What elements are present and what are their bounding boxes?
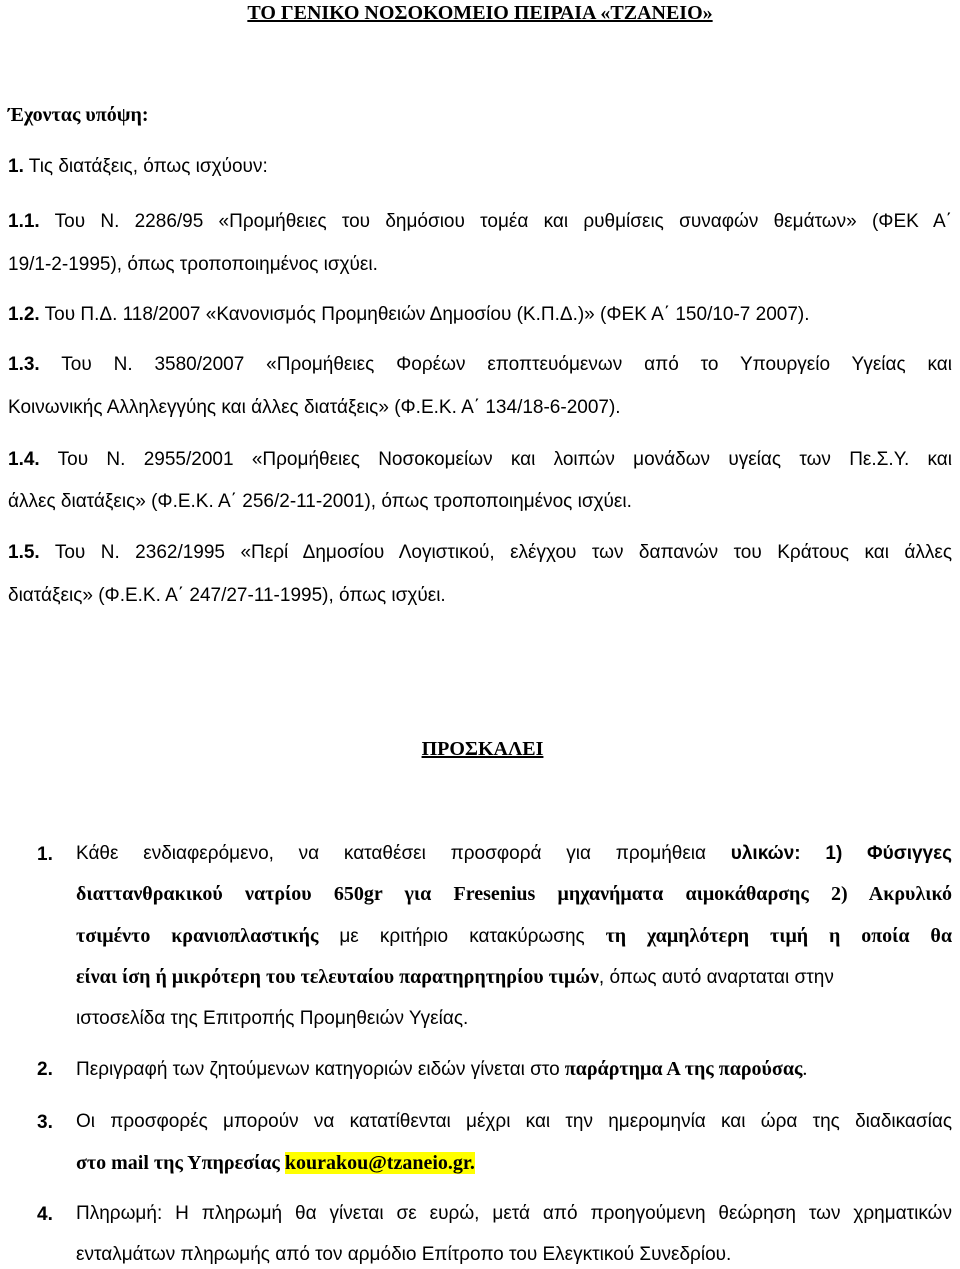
point-1-text: Κάθε ενδιαφερόμενο, να καταθέσει προσφορά για προμήθεια [76, 843, 707, 864]
item-1-number: 1. [8, 156, 24, 177]
invites-heading: ΠΡΟΣΚΑΛΕΙ [421, 738, 544, 760]
point-1-bold: υλικών: 1) Φύσιγγες [730, 843, 953, 864]
point-1-text: με κριτήριο κατακύρωσης [339, 926, 585, 947]
point-1-line3 [76, 924, 952, 949]
point-1-text: , όπως αυτό αναρταται στην [598, 967, 834, 988]
point-2-text: Περιγραφή των ζητούμενων κατηγοριών ειδών γίνεται στο [76, 1059, 560, 1080]
point-1-line5: ιστοσελίδα της Επιτροπής Προμηθειών Υγείας. [76, 1008, 469, 1029]
law-number: 1.3. [8, 354, 40, 375]
law-1-3-line2: Κοινωνικής Αλληλεγγύης και άλλες διατάξεις» (Φ.Ε.Κ. Α΄ 134/18-6-2007). [8, 397, 621, 418]
point-1-line1 [76, 842, 952, 866]
law-text: Του Ν. 2362/1995 «Περί Δημοσίου Λογιστικού, ελέγχου των δαπανών του Κράτους και άλλες [54, 542, 953, 563]
law-number: 1.2. [8, 304, 40, 325]
law-1-5-line2: διατάξεις» (Φ.Ε.Κ. Α΄ 247/27-11-1995), όπως ισχύει. [8, 585, 446, 606]
law-text: Του Ν. 2955/2001 «Προμήθειες Νοσοκομείων και λοιπών μονάδων υγείας των Πε.Σ.Υ. και [57, 449, 952, 470]
page-title: ΤΟ ΓΕΝΙΚΟ ΝΟΣΟΚΟΜΕΙΟ ΠΕΙΡΑΙΑ «ΤΖΑΝΕΙΟ» [247, 2, 713, 24]
law-1-4-line1 [8, 448, 952, 472]
point-2-number [37, 1057, 67, 1082]
point-1-bold: τσιμέντο κρανιοπλαστικής [76, 925, 319, 947]
point-3-bold: στο mail της Υπηρεσίας [76, 1152, 280, 1174]
law-1-4-line2: άλλες διατάξεις» (Φ.Ε.Κ. Α΄ 256/2-11-2001), όπως τροποποιημένος ισχύει. [8, 491, 632, 512]
point-4-number [37, 1202, 67, 1227]
law-number: 1.1. [8, 211, 40, 232]
point-number: 4. [37, 1204, 53, 1225]
point-4-line1: Πληρωμή: Η πληρωμή θα γίνεται σε ευρώ, μετά από προηγούμενη θεώρηση των χρηματικών [76, 1203, 952, 1224]
point-2-bold: παράρτημα Α της παρούσας [564, 1058, 803, 1080]
law-number: 1.4. [8, 449, 40, 470]
law-text: Του Ν. 2286/95 «Προμήθειες του δημόσιου τομέα και ρυθμίσεις συναφών θεμάτων» (ΦΕΚ Α΄ [54, 211, 953, 232]
email-link[interactable]: kourakou@tzaneio.gr. [284, 1152, 475, 1174]
law-text: Του Π.Δ. 118/2007 «Κανονισμός Προμηθειών Δημοσίου (Κ.Π.Δ.)» (ΦΕΚ Α΄ 150/10-7 2007). [44, 304, 810, 325]
point-1-bold: είναι ίση ή μικρότερη του τελευταίου παρατηρητηρίου τιμών [76, 966, 599, 988]
law-1-5-line1 [8, 541, 952, 565]
law-1-3-line1 [8, 353, 952, 377]
item-1-text: Τις διατάξεις, όπως ισχύουν: [28, 156, 268, 177]
point-3-line1: Οι προσφορές μπορούν να κατατίθενται μέχρι και την ημερομηνία και ώρα της διαδικασίας [76, 1111, 952, 1132]
point-2-end: . [802, 1058, 808, 1080]
point-4-line2: ενταλμάτων πληρωμής από τον αρμόδιο Επίτροπο του Ελεγκτικού Συνεδρίου. [76, 1244, 732, 1265]
law-1-1-line2: 19/1-2-1995), όπως τροποποιημένος ισχύει. [8, 254, 378, 275]
law-1-1-line1 [8, 210, 952, 234]
item-1 [8, 155, 952, 179]
law-number: 1.5. [8, 542, 40, 563]
point-2-line1 [76, 1057, 952, 1082]
point-1-number [37, 842, 67, 867]
having-regard-heading: Έχοντας υπόψη: [8, 104, 149, 126]
law-1-2-line1 [8, 303, 952, 327]
point-1-line4 [76, 965, 952, 990]
point-3-line2 [76, 1151, 952, 1175]
point-3-number [37, 1110, 67, 1135]
point-number: 1. [37, 844, 53, 865]
law-text: Του Ν. 3580/2007 «Προμήθειες Φορέων εποπτευόμενων από το Υπουργείο Υγείας και [61, 354, 953, 375]
point-1-bold: τη χαμηλότερη τιμή η οποία θα [605, 925, 953, 947]
point-number: 2. [37, 1059, 53, 1080]
point-number: 3. [37, 1112, 53, 1133]
point-1-line2: διαττανθρακικού νατρίου 650gr για Fresenius μηχανήματα αιμοκάθαρσης 2) Ακρυλικό [76, 883, 952, 905]
